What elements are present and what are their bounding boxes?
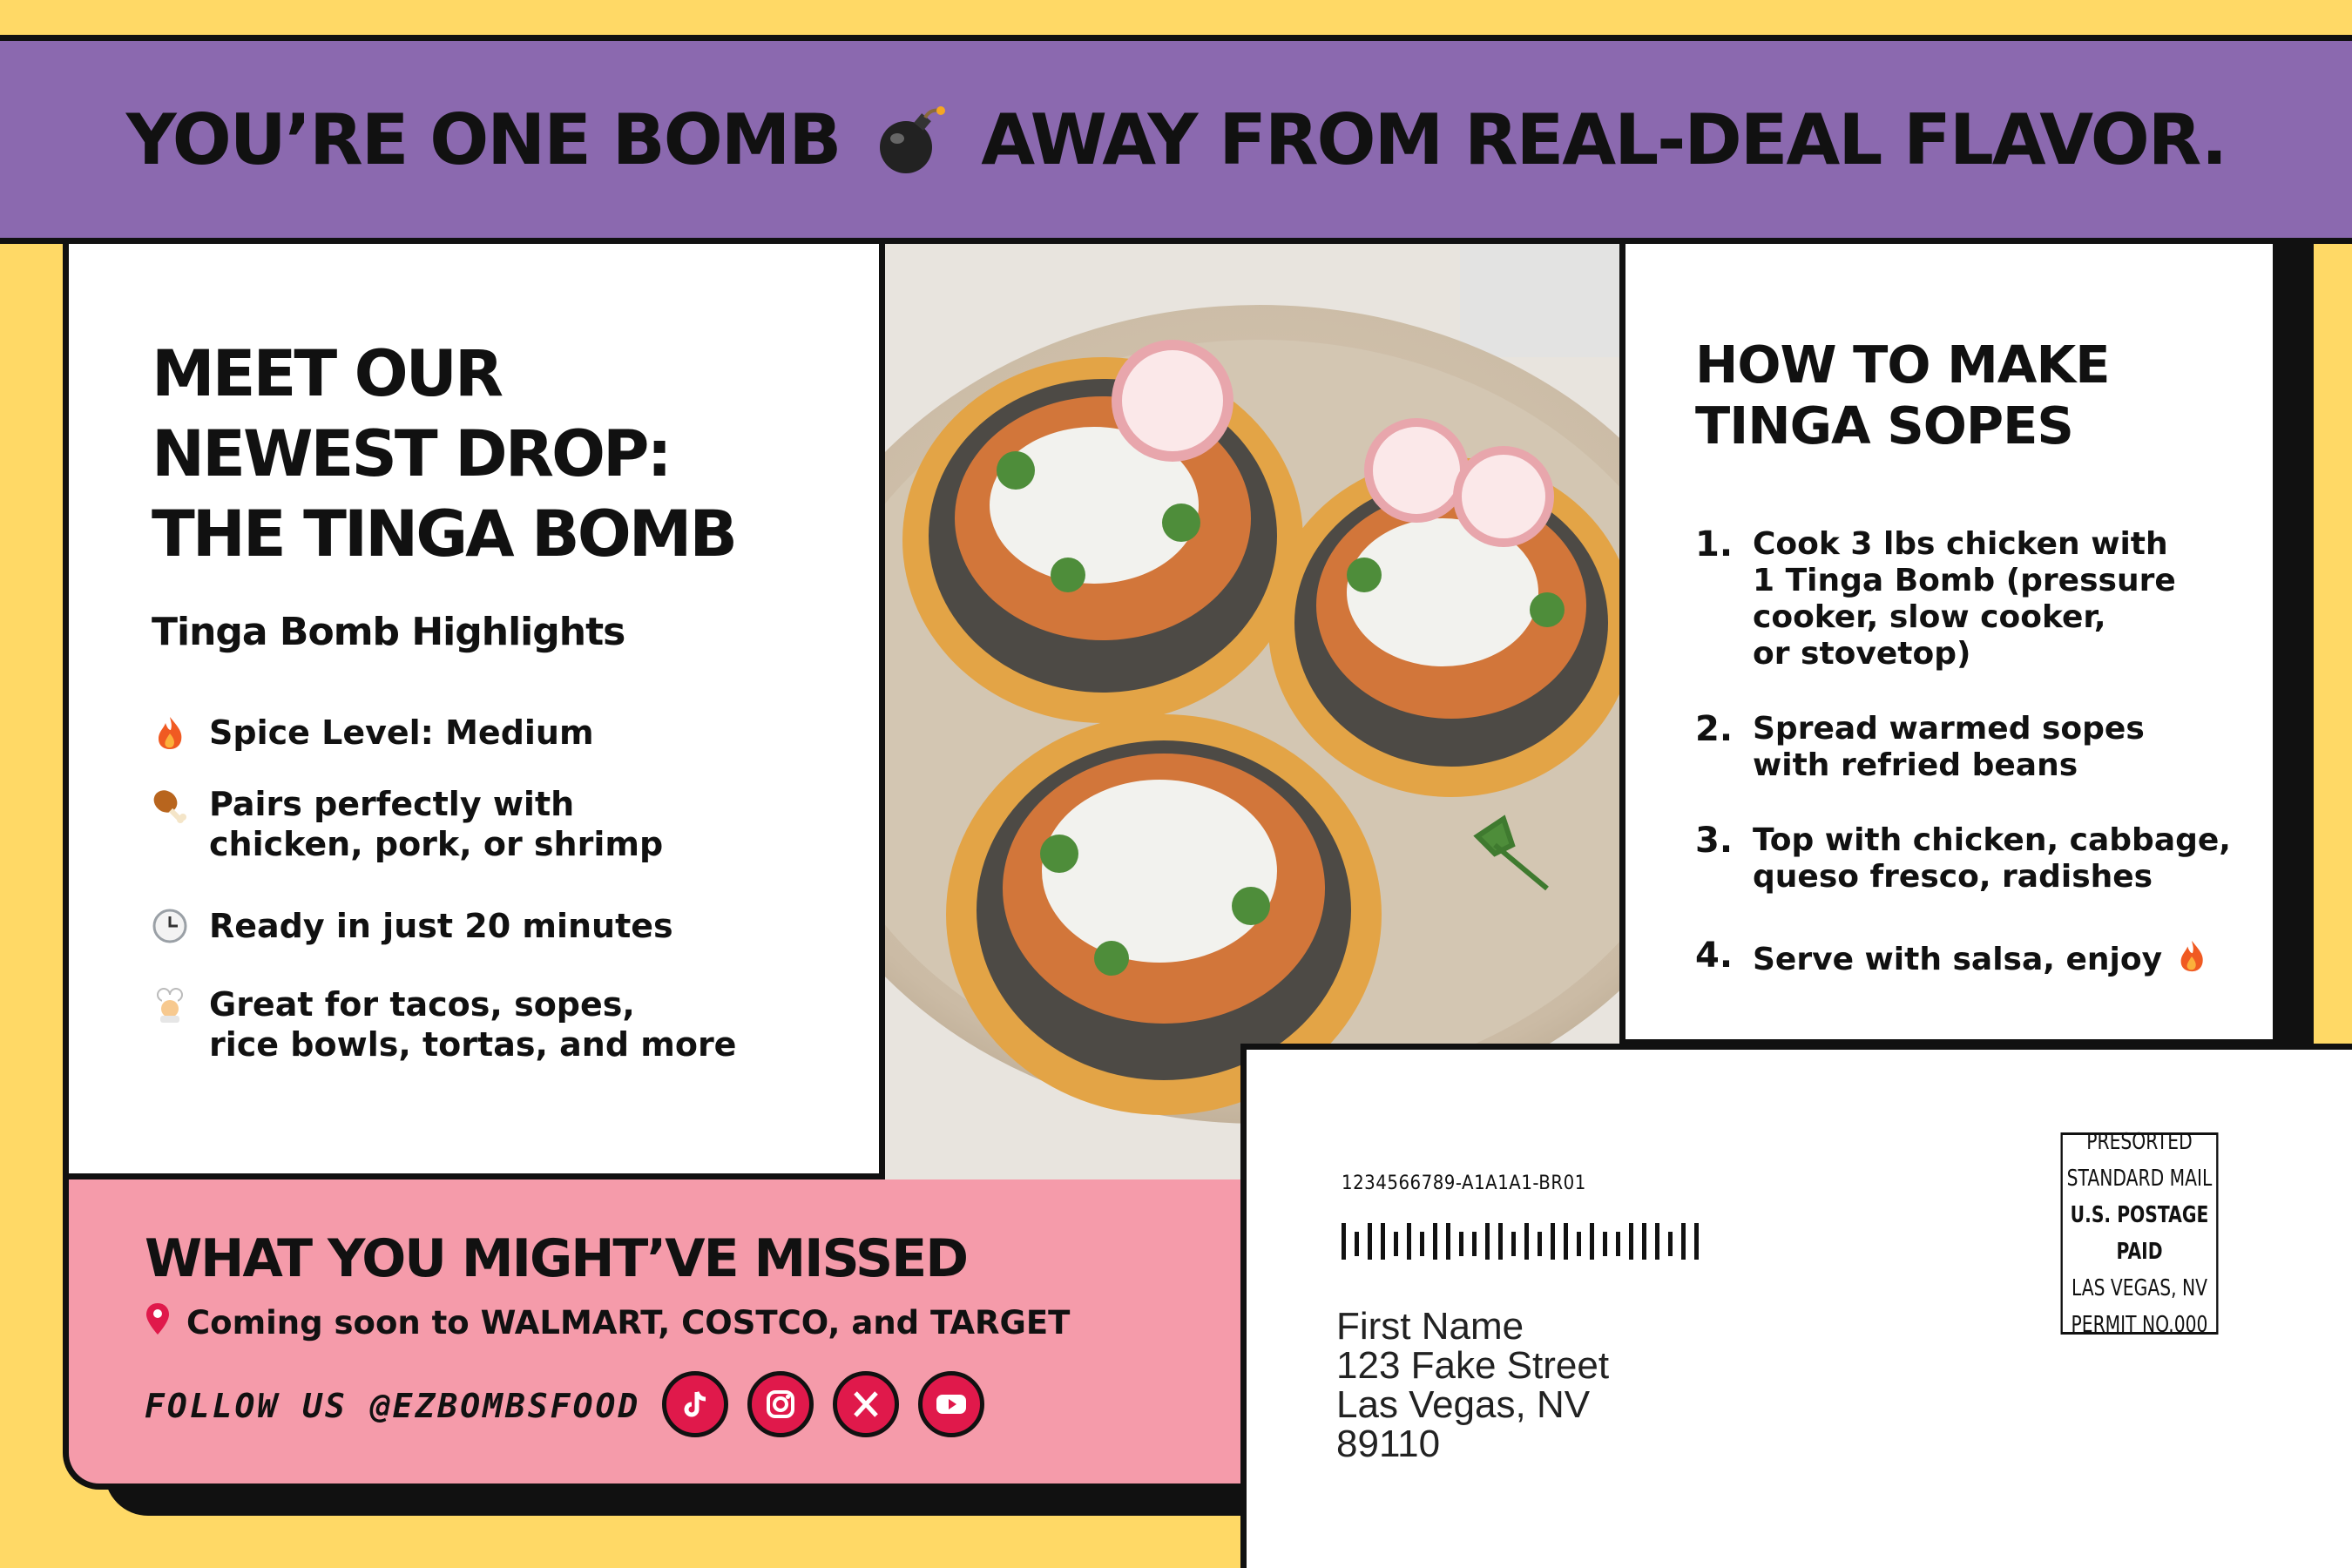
step-text: 1 Tinga Bomb (pressure: [1753, 563, 2176, 598]
intro-title-line: THE TINGA BOMB: [152, 497, 736, 571]
recipe-title: [1695, 335, 2253, 456]
step-text: Serve with salsa, enjoy: [1753, 942, 2163, 977]
step-text: with refried beans: [1753, 747, 2078, 783]
barcode-bar: [1472, 1232, 1477, 1256]
step-text: queso fresco, radishes: [1753, 859, 2153, 895]
bomb-icon: [873, 102, 948, 177]
food-photo: [885, 244, 1625, 1179]
recipe-title-line: HOW TO MAKE: [1695, 335, 2110, 395]
step-number: 2.: [1695, 709, 1734, 749]
postage-line: STANDARD MAIL: [2066, 1166, 2213, 1192]
barcode-bar: [1459, 1232, 1463, 1256]
tiktok-icon[interactable]: [662, 1371, 728, 1437]
barcode-bar: [1524, 1223, 1529, 1260]
barcode-bar: [1538, 1232, 1542, 1256]
postage-line: U.S. POSTAGE PAID: [2070, 1202, 2209, 1265]
fire-icon: [152, 714, 188, 751]
follow-handle: FOLLOW US @EZBOMBSFOOD: [145, 1387, 641, 1425]
barcode-bar: [1433, 1223, 1437, 1260]
intro-title-line: MEET OUR: [152, 337, 502, 411]
step-text: or stovetop): [1753, 636, 1971, 672]
step-number: 3.: [1695, 821, 1734, 861]
banner-text-before: YOU’RE ONE BOMB: [125, 98, 841, 180]
barcode-bar: [1616, 1232, 1620, 1256]
right-edge-bar: [2279, 244, 2314, 1045]
missed-title: WHAT YOU MIGHT’VE MISSED: [145, 1228, 967, 1289]
retail-text: Coming soon to WALMART, COSTCO, and TARGET: [186, 1304, 1071, 1342]
banner-headline: [0, 35, 2352, 244]
barcode-bar: [1681, 1223, 1686, 1260]
step-text: cooker, slow cooker,: [1753, 599, 2106, 635]
mailing-address: [1336, 1307, 1609, 1463]
barcode-bar: [1446, 1223, 1450, 1260]
youtube-icon[interactable]: [918, 1371, 984, 1437]
step-number: 1.: [1695, 524, 1734, 564]
highlight-text: chicken, pork, or shrimp: [209, 825, 664, 863]
barcode-bar: [1577, 1232, 1581, 1256]
step-text: Top with chicken, cabbage,: [1753, 822, 2231, 858]
chef-icon: [152, 986, 188, 1023]
address-line: Las Vegas, NV: [1336, 1383, 1591, 1426]
barcode-bar: [1564, 1223, 1568, 1260]
instagram-icon[interactable]: [747, 1371, 814, 1437]
step-text: Spread warmed sopes: [1753, 711, 2145, 747]
barcode-bar: [1655, 1223, 1659, 1260]
barcode-bar: [1551, 1223, 1555, 1260]
pin-icon: [145, 1301, 171, 1344]
recipe-title-line: TINGA SOPES: [1695, 395, 2073, 456]
address-line: First Name: [1336, 1305, 1524, 1348]
barcode-bar: [1342, 1223, 1346, 1260]
postage-line: PRESORTED: [2086, 1129, 2193, 1155]
step-text: Cook 3 lbs chicken with: [1753, 526, 2168, 562]
barcode-bar: [1694, 1223, 1699, 1260]
barcode-bar: [1394, 1232, 1398, 1256]
barcode-bar: [1629, 1223, 1633, 1260]
barcode-bar: [1498, 1223, 1503, 1260]
intro-title-line: NEWEST DROP:: [152, 417, 670, 491]
highlights-title: Tinga Bomb Highlights: [152, 610, 625, 654]
postage-indicia: [2061, 1129, 2219, 1338]
barcode-bar: [1407, 1223, 1411, 1260]
postal-barcode: [1342, 1220, 1707, 1263]
highlight-text: Pairs perfectly with: [209, 785, 575, 823]
clock-icon: [152, 908, 188, 944]
barcode-bar: [1642, 1223, 1646, 1260]
highlight-text: Spice Level: Medium: [209, 713, 594, 752]
barcode-bar: [1381, 1223, 1385, 1260]
barcode-bar: [1368, 1223, 1372, 1260]
fire-icon: [2174, 937, 2209, 983]
highlight-text: Great for tacos, sopes,: [209, 985, 635, 1024]
highlight-text: Ready in just 20 minutes: [209, 907, 673, 945]
address-line: 123 Fake Street: [1336, 1344, 1610, 1387]
barcode-bar: [1668, 1232, 1673, 1256]
postage-line: LAS VEGAS, NV: [2071, 1275, 2208, 1301]
barcode-bar: [1603, 1232, 1607, 1256]
retail-line: [145, 1301, 1070, 1344]
postage-line: PERMIT NO.000: [2071, 1312, 2208, 1338]
intro-title: [152, 335, 866, 575]
barcode-bar: [1355, 1232, 1359, 1256]
barcode-bar: [1485, 1223, 1490, 1260]
x-icon[interactable]: [833, 1371, 899, 1437]
barcode-bar: [1590, 1223, 1594, 1260]
banner-text-after: AWAY FROM REAL-DEAL FLAVOR.: [981, 98, 2227, 180]
barcode-bar: [1420, 1232, 1424, 1256]
barcode-bar: [1511, 1232, 1516, 1256]
highlight-text: rice bowls, tortas, and more: [209, 1025, 737, 1064]
step-number: 4.: [1695, 936, 1734, 976]
address-line: 89110: [1336, 1423, 1441, 1465]
mail-serial: 1234566789-A1A1A1-BR01: [1342, 1173, 1586, 1194]
drumstick-icon: [152, 787, 188, 824]
